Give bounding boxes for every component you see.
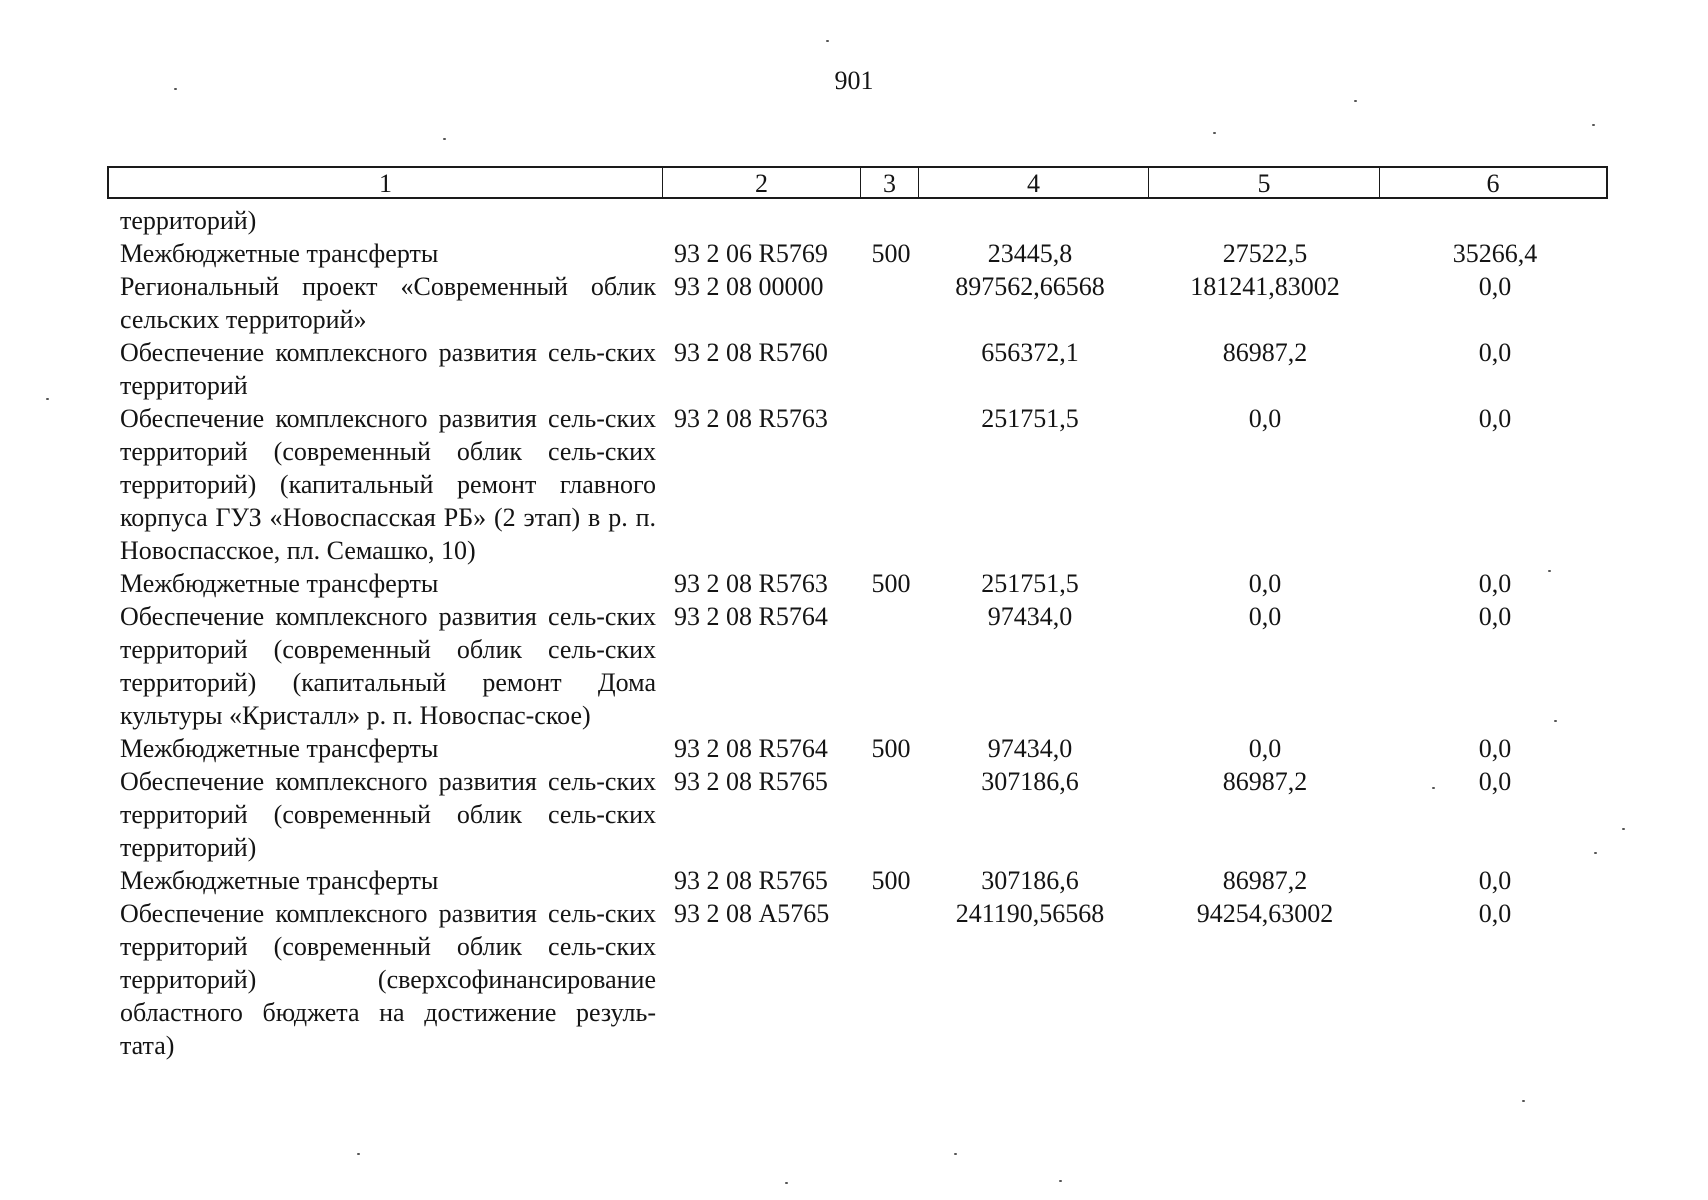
scan-speck [1548,570,1551,572]
scan-speck [1059,1180,1062,1182]
row-name: Обеспечение комплексного развития сель-ских территорий (современный облик сель-ских территорий) (сверхсофинансирование областного бюджета на достижение резуль-тата) [120,899,656,1060]
row-year1: 251751,5 [981,569,1079,598]
page-number: 901 [834,66,874,95]
scan-speck [1554,720,1557,722]
row-year1: 97434,0 [987,734,1073,763]
table-row [0,402,1708,567]
header-col-1: 1 [109,168,663,197]
row-year1: 251751,5 [981,404,1079,433]
row-year2: 86987,2 [1222,338,1308,367]
row-vr: 500 [871,569,911,598]
row-name: Обеспечение комплексного развития сель-ских территорий (современный облик сель-ских территорий) (капитальный ремонт Дома культуры «Кристалл» р. п. Новоспас-ское) [120,602,656,730]
row-year3: 0,0 [1478,569,1512,598]
scan-speck [1522,1100,1525,1102]
table-row [0,270,1708,336]
row-year2: 27522,5 [1222,239,1308,268]
scan-speck [46,398,49,400]
table-row [0,864,1708,897]
row-name: Межбюджетные трансферты [120,569,439,598]
row-year2: 94254,63002 [1196,899,1334,928]
header-col-3: 3 [861,168,919,197]
row-year1: 23445,8 [987,239,1073,268]
header-col-4: 4 [919,168,1149,197]
row-year3: 0,0 [1478,899,1512,928]
row-year3: 0,0 [1478,404,1512,433]
row-year2: 0,0 [1248,404,1282,433]
row-name: Межбюджетные трансферты [120,866,439,895]
row-year2: 0,0 [1248,602,1282,631]
scan-speck [1594,852,1597,854]
table-row [0,237,1708,270]
scan-speck [1622,828,1625,830]
table-body [0,204,1708,1062]
table-row [0,204,1708,237]
row-code: 93 2 08 R5764 [674,734,828,763]
row-name: Обеспечение комплексного развития сель-ских территорий (современный облик сель-ских территорий) (капитальный ремонт главного корпуса ГУЗ «Новоспасская РБ» (2 этап) в р. п. Новоспасское, пл. Семашко, 10) [120,404,656,565]
row-year1: 656372,1 [981,338,1079,367]
scan-speck [826,40,829,42]
header-col-2: 2 [663,168,861,197]
header-col-6: 6 [1486,169,1500,198]
row-year1: 241190,56568 [955,899,1105,928]
scan-speck [443,138,446,140]
row-year1: 307186,6 [981,767,1079,796]
row-year3: 35266,4 [1452,239,1538,268]
table-row [0,732,1708,765]
row-year2: 86987,2 [1222,767,1308,796]
row-name: Региональный проект «Современный облик сельских территорий» [120,272,656,334]
row-name: Обеспечение комплексного развития сель-ских территорий (современный облик сель-ских территорий) [120,767,656,862]
row-year3: 0,0 [1478,338,1512,367]
scan-speck [357,1153,360,1155]
row-code: 93 2 06 R5769 [674,239,828,268]
row-code: 93 2 08 R5765 [674,767,828,796]
row-name: Обеспечение комплексного развития сель-ских территорий [120,338,656,400]
row-year3: 0,0 [1478,602,1512,631]
scan-speck [1432,787,1435,789]
table-row [0,600,1708,732]
table-row [0,567,1708,600]
row-vr: 500 [871,239,911,268]
scan-speck [1213,132,1216,134]
row-code: 93 2 08 R5765 [674,866,828,895]
header-col-5: 5 [1149,168,1380,197]
row-name: территорий) [120,206,257,235]
row-code: 93 2 08 R5763 [674,569,828,598]
row-year3: 0,0 [1478,734,1512,763]
row-year2: 0,0 [1248,734,1282,763]
row-year2: 0,0 [1248,569,1282,598]
table-header [107,166,1608,199]
row-year2: 181241,83002 [1190,272,1340,301]
row-vr: 500 [871,866,911,895]
scan-speck [954,1153,957,1155]
table-row [0,765,1708,864]
table-row [0,897,1708,1062]
row-year2: 86987,2 [1222,866,1308,895]
row-code: 93 2 08 R5763 [674,404,828,433]
row-name: Межбюджетные трансферты [120,734,439,763]
row-code: 93 2 08 R5760 [674,338,828,367]
scan-speck [174,88,177,90]
row-year3: 0,0 [1478,272,1512,301]
row-code: 93 2 08 00000 [674,272,824,301]
row-code: 93 2 08 А5765 [674,899,830,928]
row-year1: 307186,6 [981,866,1079,895]
row-vr: 500 [871,734,911,763]
scan-speck [785,1182,788,1184]
row-name: Межбюджетные трансферты [120,239,439,268]
row-code: 93 2 08 R5764 [674,602,828,631]
row-year1: 897562,66568 [955,272,1105,301]
row-year1: 97434,0 [987,602,1073,631]
scan-speck [1354,100,1357,102]
table-row [0,336,1708,402]
row-year3: 0,0 [1478,866,1512,895]
scan-speck [1592,124,1595,126]
row-year3: 0,0 [1478,767,1512,796]
